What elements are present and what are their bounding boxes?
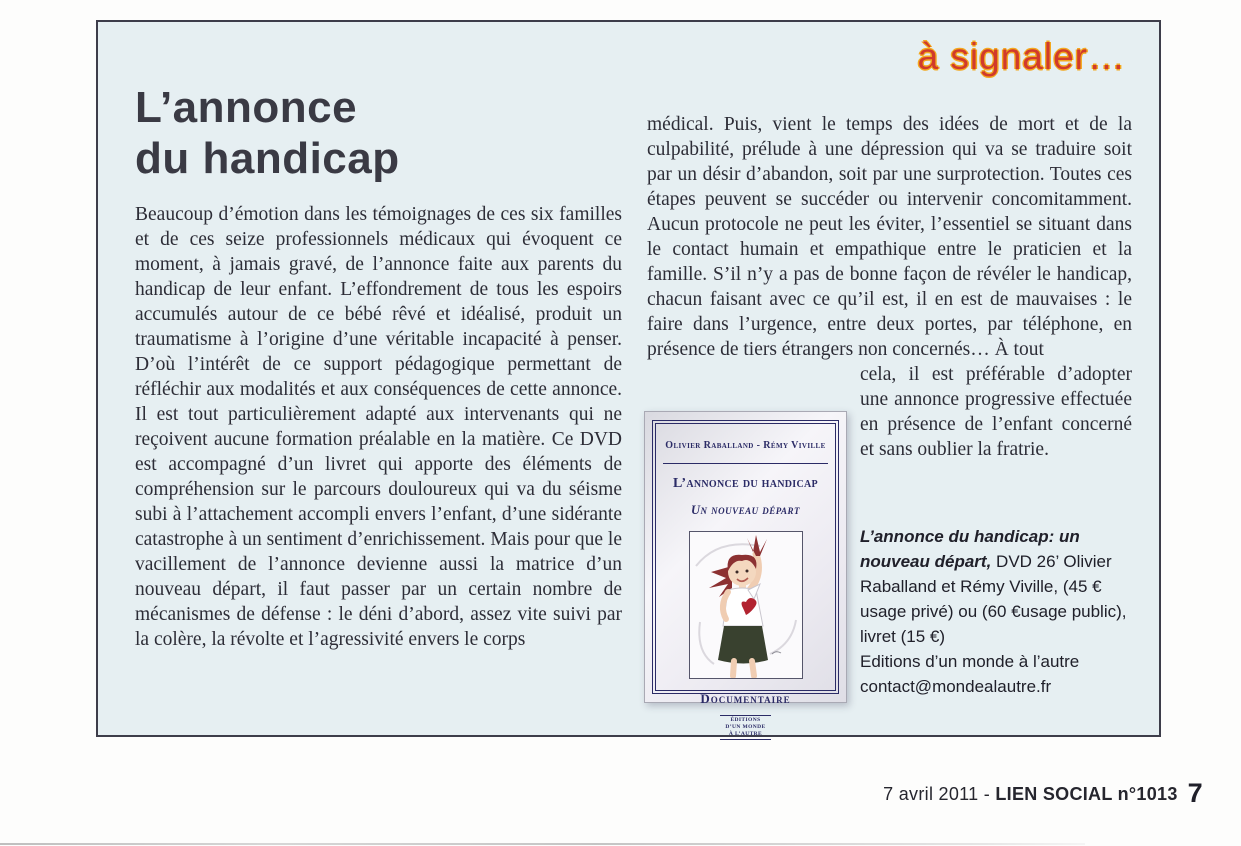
dvd-cover-publisher-logo	[720, 715, 770, 740]
dvd-caption	[860, 524, 1132, 699]
caption-details: DVD 26’ Olivier Raballand et Rémy Viville, (45 € usage privé) ou (60 €usage public), livret (15 €)	[860, 552, 1127, 646]
dvd-cover-genre: Documentaire	[700, 691, 791, 706]
left-column-text: Beaucoup d’émotion dans les témoignages de ces six familles et de ces seize professionnels médicaux qui évoquent ce moment, à jamais gravé, de l’annonce faite aux parents du handicap de leur enfant. L’effondrement de tous les espoirs accumulés autour de ce bébé rêvé et idéalisé, produit un traumatisme à l’origine d’une véritable incapacité à penser. D’où l’intérêt de ce support pédagogique permettant de réfléchir aux modalités et aux conséquences de cette annonce. Il est tout particulièrement adapté aux intervenants qui ne reçoivent aucune formation préalable en la matière. Ce DVD est accompagné d’un livret qui apporte des éléments de compréhension sur le parcours douloureux qui va du séisme subi à l’attachement accompli envers l’enfant, d’une sidérante catastrophe à un sentiment d’enrichissement. Mais pour que le vacillement de l’annonce devienne aussi la matrice d’un nouveau départ, il faut passer par un certain nombre de mécanismes de défense : le déni d’abord, assez vite suivi par la colère, la révolte et l’agressivité envers le corps	[135, 204, 622, 650]
dvd-cover-illustration	[689, 531, 803, 679]
section-label: à signaler…	[917, 36, 1126, 77]
page-footer	[883, 776, 1203, 807]
dvd-publisher-line3: À L’AUTRE	[728, 731, 763, 738]
caption-publisher: Editions d’un monde à l’autre	[860, 652, 1080, 671]
caption-work-title: L’annonce du handicap: un nouveau départ,	[860, 527, 1080, 571]
caption-credits	[860, 524, 1132, 649]
dvd-cover	[644, 411, 847, 738]
article-title-line2: du handicap	[135, 134, 400, 183]
dvd-cover-subtitle: Un nouveau départ	[690, 503, 801, 517]
article-panel	[96, 20, 1161, 737]
caption-contact-email: contact@mondealautre.fr	[860, 677, 1052, 696]
right-column-text-2: cela, il est préférable d’adopter une annonce progressive effectuée en présence de l’enfant concerné et sans oublier la fratrie.	[860, 364, 1132, 460]
article-title-line1: L’annonce	[135, 83, 358, 132]
dvd-cover-frame	[655, 423, 836, 738]
right-column-text-1: médical. Puis, vient le temps des idées de mort et de la culpabilité, prélude à une dépression qui va se traduire soit par un désir d’abandon, soit par une surprotection. Toutes ces étapes peuvent se succéder ou intervenir concomitamment. Aucun protocole ne peut les éviter, l’essentiel se situant dans le contact humain et empathique entre le praticien et la famille. S’il n’y a pas de bonne façon de révéler le handicap, chacun faisant avec ce qu’il est, il en est de mauvaises : le faire dans l’urgence, entre deux portes, par téléphone, en présence de tiers étrangers non concernés… À tout	[647, 114, 1132, 360]
dvd-publisher-line2: D’UN MONDE	[725, 724, 766, 731]
page-number: 7	[1187, 778, 1203, 808]
footer-date: 7 avril 2011 -	[883, 784, 996, 804]
scan-artifact-line	[0, 843, 1085, 845]
right-column	[647, 112, 1132, 738]
dvd-cover-authors: Olivier Raballand - Rémy Viville	[663, 433, 828, 464]
dvd-cover-title: L’annonce du handicap	[673, 476, 818, 491]
left-column	[135, 202, 622, 652]
footer-journal-name: LIEN SOCIAL n°1013	[995, 784, 1178, 804]
dvd-publisher-line1: ÉDITIONS	[730, 717, 761, 723]
article-title	[135, 82, 400, 184]
